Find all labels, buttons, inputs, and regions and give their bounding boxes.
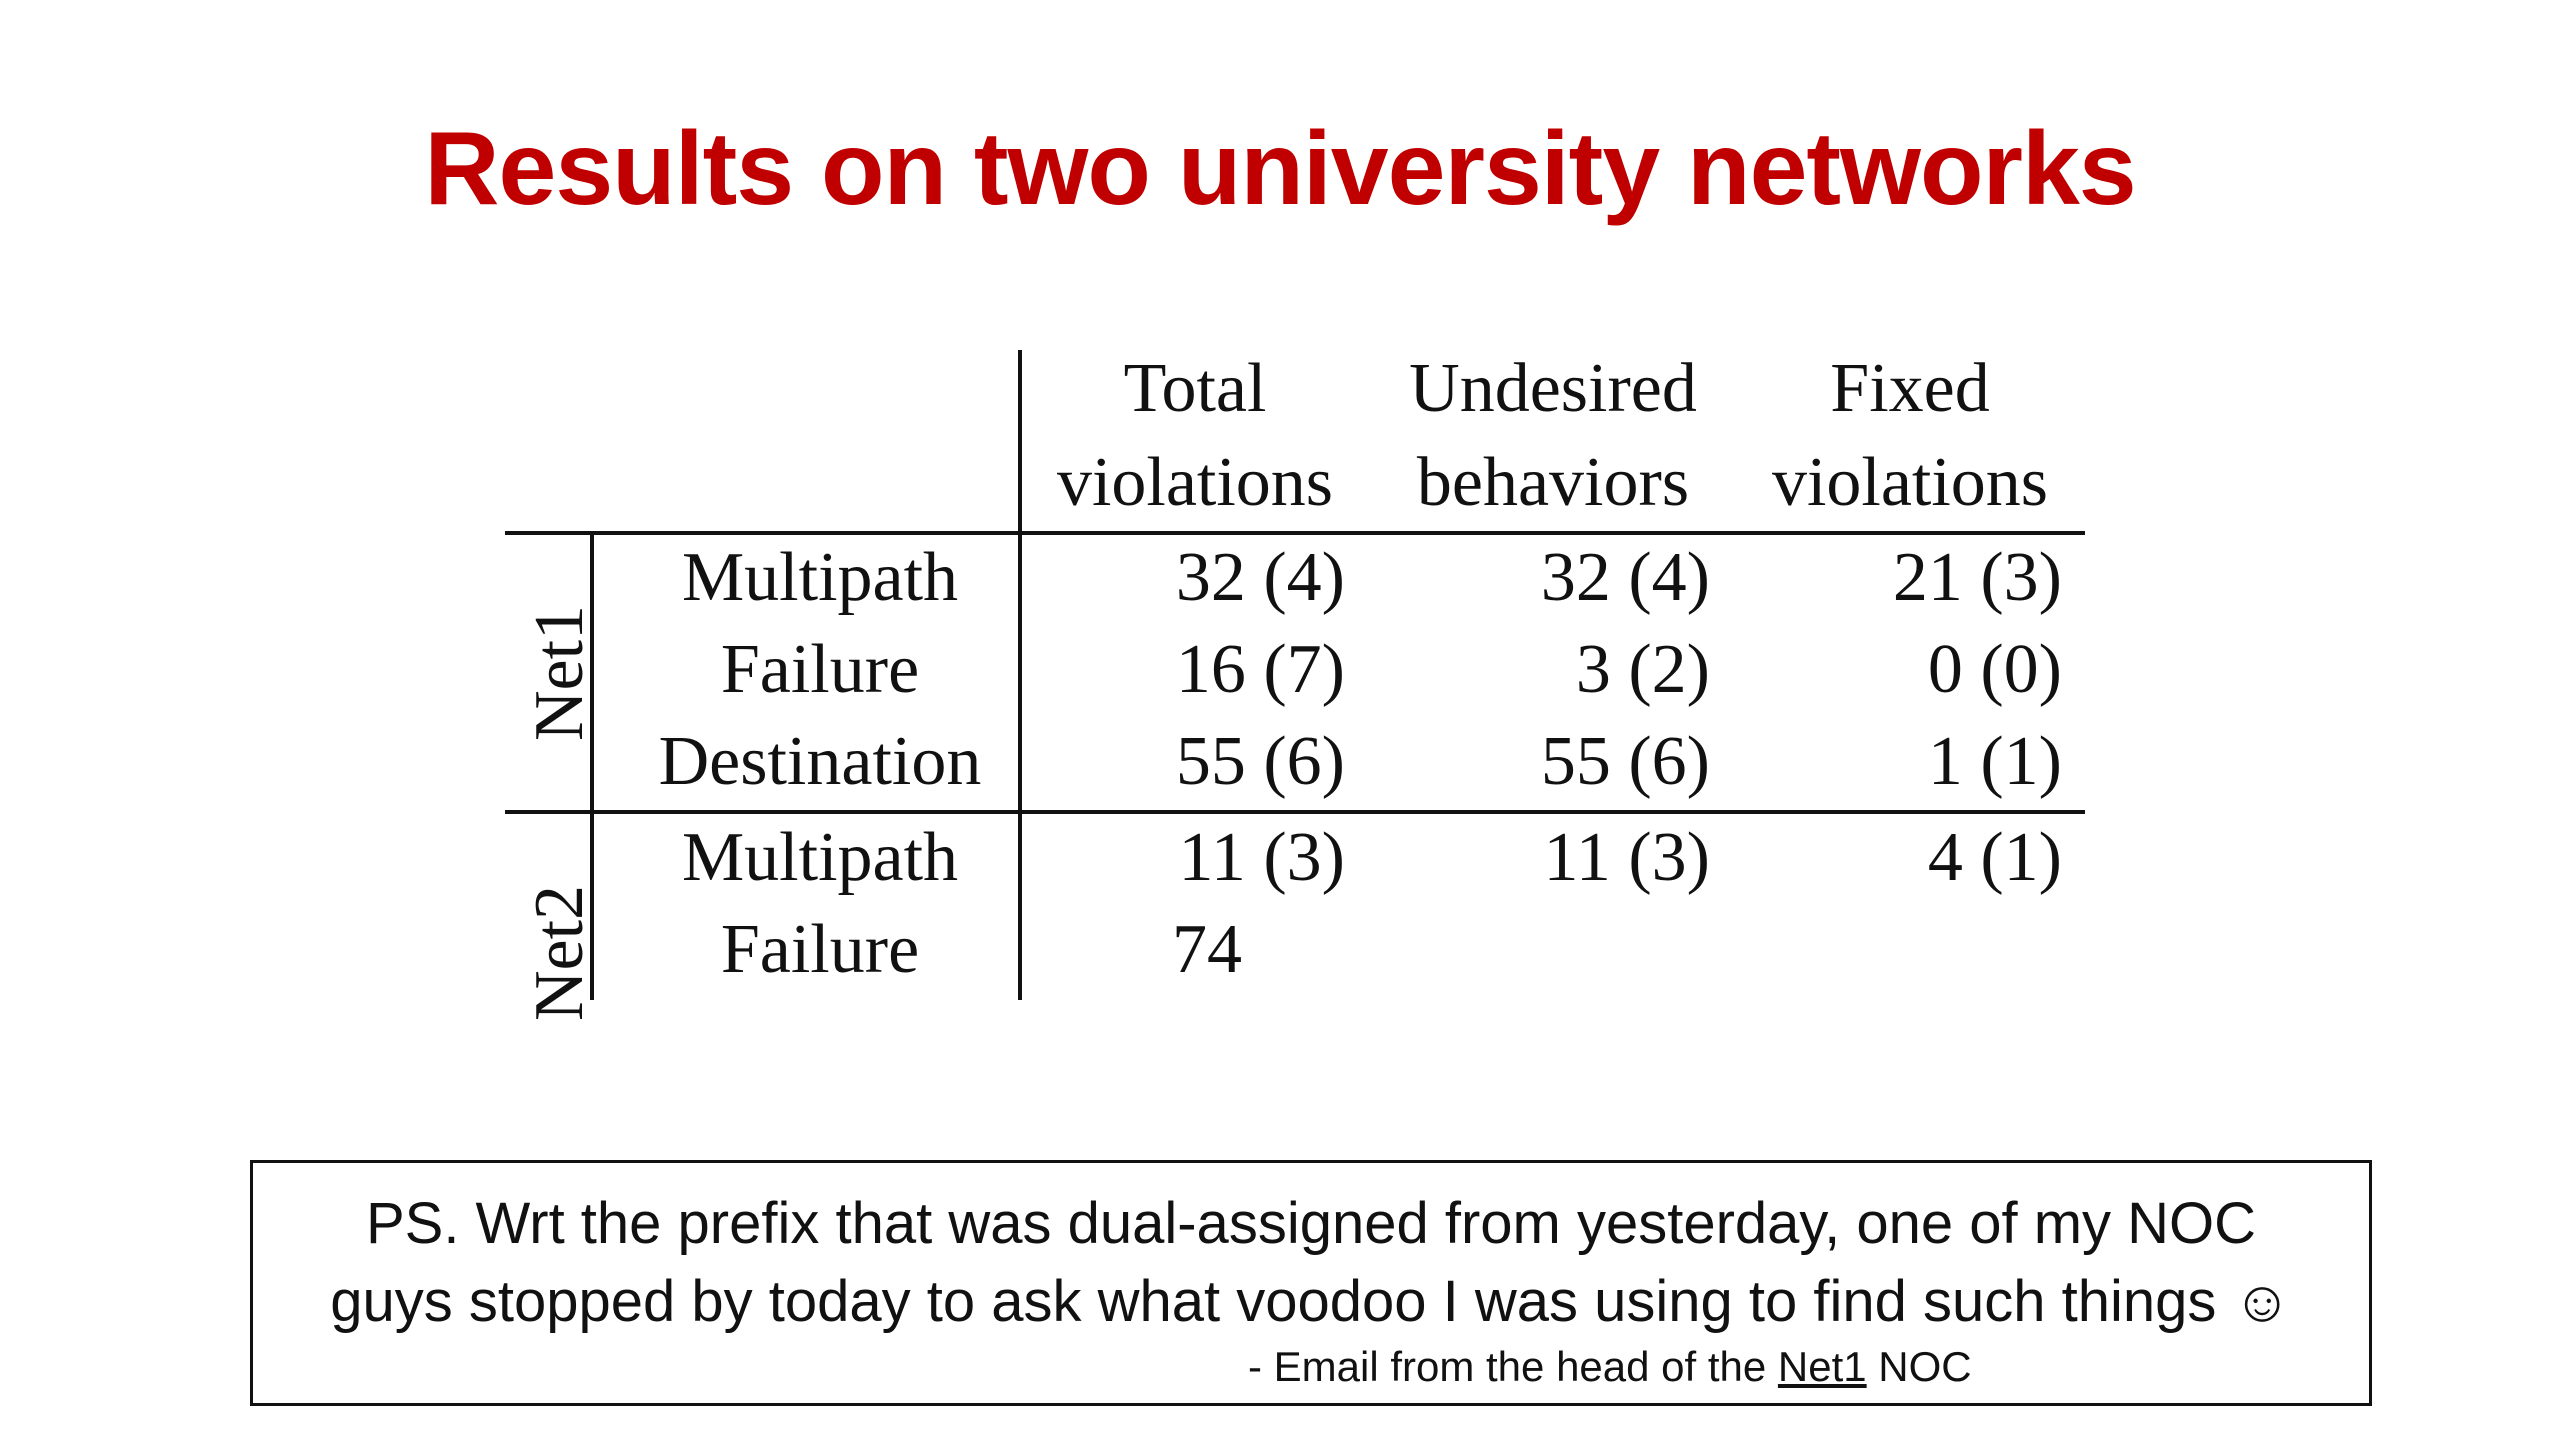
col-header-line2: violations — [1056, 444, 1334, 521]
col-header-line1: Total — [1123, 350, 1267, 427]
table-cell: 11 (3) — [1178, 819, 1345, 896]
table-cell: 4 (1) — [1927, 819, 2062, 896]
col-header-fixed-violations — [1750, 342, 2070, 530]
table-cell: 11 (3) — [1543, 819, 1710, 896]
quote-line-1: PS. Wrt the prefix that was dual-assigned from yesterday, one of my NOC — [365, 1191, 2257, 1256]
col-header-line1: Fixed — [1830, 350, 1990, 427]
col-header-undesired-behaviors — [1393, 342, 1713, 530]
col-header-line2: violations — [1771, 444, 2049, 521]
row-label-multipath: Multipath — [681, 819, 959, 896]
attribution-suffix: NOC — [1866, 1343, 1972, 1390]
table-cell: 55 (6) — [1175, 723, 1345, 800]
table-cell: 16 (7) — [1175, 631, 1345, 708]
quote-box — [250, 1160, 2372, 1406]
row-label-failure: Failure — [720, 631, 920, 708]
col-header-line2: behaviors — [1416, 444, 1690, 521]
group-label-net2: Net2 — [521, 884, 598, 1022]
table-cell: 0 (0) — [1927, 631, 2062, 708]
group-label-net1: Net1 — [521, 604, 598, 742]
table-cell: 1 (1) — [1927, 723, 2062, 800]
quote-line-2: guys stopped by today to ask what voodoo I was using to find such things ☺ — [330, 1269, 2292, 1334]
col-header-total-violations — [1035, 342, 1355, 530]
attribution-prefix: - Email from the head of the — [1248, 1343, 1778, 1390]
col-header-line1: Undesired — [1409, 350, 1697, 427]
table-cell: 3 (2) — [1575, 631, 1710, 708]
row-label-multipath: Multipath — [681, 539, 959, 616]
table-cell: 74 — [1172, 911, 1242, 988]
slide-title: Results on two university networks — [424, 111, 2136, 227]
quote-attribution — [1248, 1341, 1972, 1393]
table-cell: 21 (3) — [1892, 539, 2062, 616]
row-label-failure: Failure — [720, 911, 920, 988]
table-cell: 55 (6) — [1540, 723, 1710, 800]
table-cell: 32 (4) — [1175, 539, 1345, 616]
row-label-destination: Destination — [658, 723, 982, 800]
table-cell: 32 (4) — [1540, 539, 1710, 616]
attribution-network-name: Net1 — [1777, 1343, 1867, 1390]
